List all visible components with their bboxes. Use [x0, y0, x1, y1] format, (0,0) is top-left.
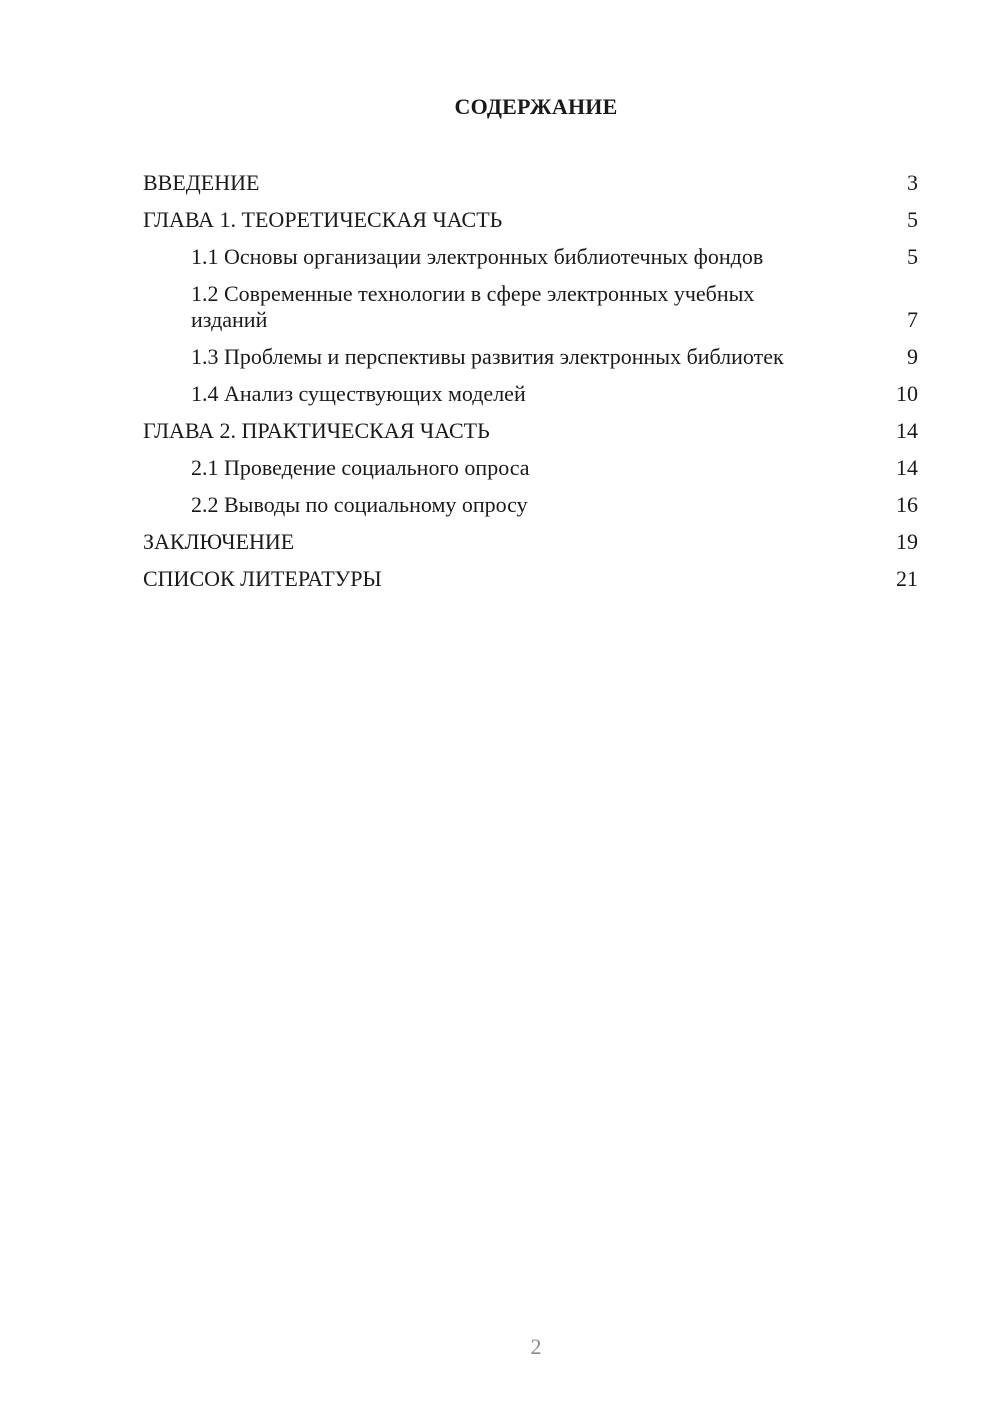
- toc-entry-section-1-1[interactable]: [143, 244, 918, 270]
- toc-entry-label: СПИСОК ЛИТЕРАТУРЫ: [143, 566, 382, 591]
- toc-entry-section-1-3[interactable]: [143, 344, 918, 370]
- toc-entry-page: 9: [907, 344, 918, 369]
- page-number: 2: [530, 1334, 542, 1359]
- toc-entry-label: ЗАКЛЮЧЕНИЕ: [143, 529, 295, 554]
- toc-entry-section-1-2[interactable]: [143, 281, 918, 333]
- toc-entry-page: 19: [896, 529, 918, 554]
- toc-entry-label: ГЛАВА 2. ПРАКТИЧЕСКАЯ ЧАСТЬ: [143, 418, 490, 443]
- toc-entry-conclusion[interactable]: [143, 529, 918, 555]
- toc-entry-chapter-2[interactable]: [143, 418, 918, 444]
- toc-entry-page: 21: [896, 566, 918, 591]
- table-of-contents: [143, 170, 918, 603]
- toc-entry-label: 1.2 Современные технологии в сфере электронных учебных изданий: [191, 281, 755, 332]
- toc-entry-page: 7: [907, 307, 918, 332]
- toc-entry-page: 16: [896, 492, 918, 517]
- toc-entry-label: 2.1 Проведение социального опроса: [191, 455, 530, 480]
- toc-entry-page: 14: [896, 418, 918, 443]
- toc-entry-page: 3: [907, 170, 918, 195]
- toc-entry-label: 1.3 Проблемы и перспективы развития электронных библиотек: [191, 344, 784, 369]
- toc-entry-section-2-2[interactable]: [143, 492, 918, 518]
- toc-entry-chapter-1[interactable]: [143, 207, 918, 233]
- toc-entry-introduction[interactable]: [143, 170, 918, 196]
- toc-entry-section-2-1[interactable]: [143, 455, 918, 481]
- toc-entry-references[interactable]: [143, 566, 918, 592]
- toc-entry-page: 10: [896, 381, 918, 406]
- toc-entry-label: ВВЕДЕНИЕ: [143, 170, 260, 195]
- toc-entry-label: 1.1 Основы организации электронных библиотечных фондов: [191, 244, 764, 269]
- toc-entry-section-1-4[interactable]: [143, 381, 918, 407]
- toc-entry-label: 2.2 Выводы по социальному опросу: [191, 492, 528, 517]
- toc-entry-page: 5: [907, 244, 918, 269]
- toc-entry-page: 14: [896, 455, 918, 480]
- page-title: СОДЕРЖАНИЕ: [454, 94, 618, 119]
- toc-entry-label: ГЛАВА 1. ТЕОРЕТИЧЕСКАЯ ЧАСТЬ: [143, 207, 503, 232]
- toc-entry-label: 1.4 Анализ существующих моделей: [191, 381, 526, 406]
- toc-entry-page: 5: [907, 207, 918, 232]
